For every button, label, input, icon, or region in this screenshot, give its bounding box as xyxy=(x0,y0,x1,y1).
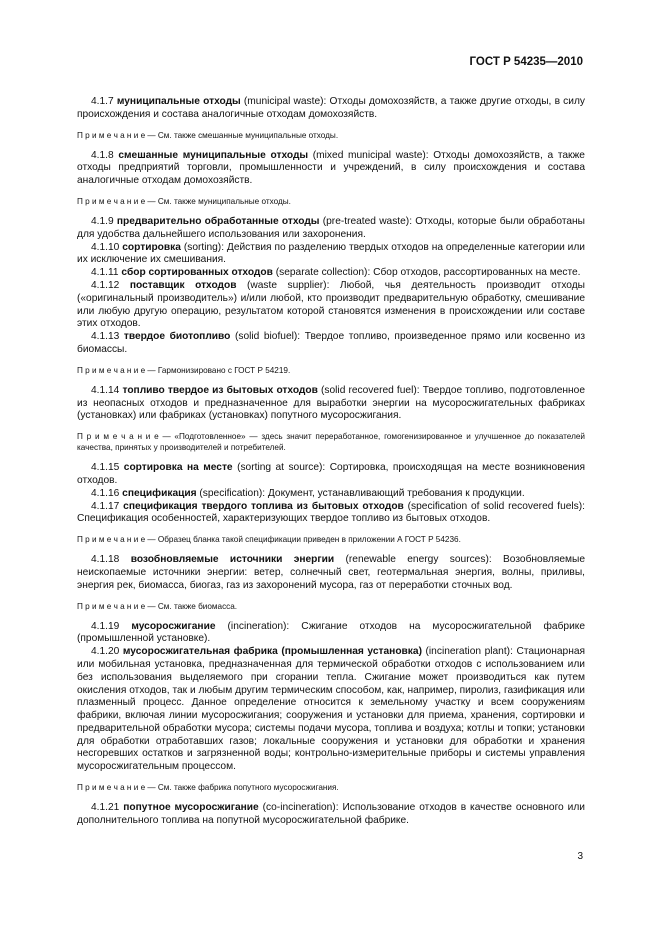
entry-term: сортировка xyxy=(122,241,181,253)
definition-entry xyxy=(77,150,585,188)
entry-term: предварительно обработанные отходы xyxy=(116,215,320,227)
note-text: — Гармонизировано с ГОСТ Р 54219. xyxy=(145,365,291,375)
entry-number: 4.1.13 xyxy=(91,331,124,343)
definition-entry xyxy=(77,621,585,647)
entry-term: топливо твердое из бытовых отходов xyxy=(122,384,318,396)
entry-term: смешанные муниципальные отходы xyxy=(118,149,309,161)
entry-term: спецификация твердого топлива из бытовых отходов xyxy=(123,500,404,512)
entry-number: 4.1.18 xyxy=(91,554,131,566)
entry-definition: (renewable energy sources): Возобновляемые неископаемые источники энергии: ветер, солнечный свет, геотермальная энергия, волны, приливы, энергия рек, биомасса, биогаз, газ из захоронений мусора, газ от переработки сточных вод. xyxy=(77,554,586,591)
entry-definition: (incineration): Сжигание отходов на мусоросжигательной фабрике (промышленной установке). xyxy=(77,620,586,645)
definition-entry xyxy=(77,242,585,268)
note-label: П р и м е ч а н и е xyxy=(77,535,146,545)
entry-term: твердое биотопливо xyxy=(123,331,231,343)
entry-number: 4.1.10 xyxy=(91,241,123,253)
entry-definition: (solid biofuel): Твердое топливо, произведенное прямо или косвенно из биомассы. xyxy=(77,331,585,355)
note-text: — См. также биомасса. xyxy=(145,601,238,611)
note-text: — См. также смешанные муниципальные отходы. xyxy=(145,130,339,140)
note-text: — «Подготовленное» — здесь значит переработанное, гомогенизированное и улучшенное до показателей качества, принятых у производителей и потребителей. xyxy=(77,432,585,453)
definition-entry xyxy=(77,462,585,488)
definition-entry xyxy=(77,96,585,122)
note-label: П р и м е ч а н и е xyxy=(77,196,146,206)
note-text: — См. также муниципальные отходы. xyxy=(145,196,291,206)
entry-definition: (mixed municipal waste): Отходы домохозяйств, а также отходы предприятий торговли, промышленности и учреждений, в силу происхождения и состава аналогичные отходам домохозяйств. xyxy=(77,149,585,187)
entry-note xyxy=(77,196,585,207)
entry-definition: (solid recovered fuel): Твердое топливо, подготовленное из неопасных отходов и предназначенное для выработки энергии на мусоросжигательных фабриках (установках) или фабриках (установках) попутного мусоросжигания. xyxy=(77,384,586,422)
entry-note xyxy=(77,782,585,793)
note-label: П р и м е ч а н и е xyxy=(77,601,146,611)
entry-term: спецификация xyxy=(122,487,197,499)
entry-term: возобновляемые источники энергии xyxy=(130,554,335,566)
entry-number: 4.1.11 xyxy=(91,267,122,279)
entry-definition: (sorting): Действия по разделению твердых отходов на определенные категории или их исключение их смешивания. xyxy=(77,241,585,266)
entry-term: мусоросжигательная фабрика (промышленная установка) xyxy=(122,646,422,658)
entry-number: 4.1.19 xyxy=(91,620,132,632)
note-label: П р и м е ч а н и е xyxy=(77,365,146,375)
note-label: П р и м е ч а н и е xyxy=(77,783,146,793)
note-label: П р и м е ч а н и е xyxy=(77,432,159,442)
note-label: П р и м е ч а н и е xyxy=(77,130,146,140)
entry-term: мусоросжигание xyxy=(131,620,216,632)
entry-number: 4.1.21 xyxy=(91,802,124,814)
entry-number: 4.1.20 xyxy=(91,646,123,658)
definition-entry xyxy=(77,267,585,280)
entry-number: 4.1.8 xyxy=(91,149,119,161)
definition-entry xyxy=(77,802,585,828)
definition-entry xyxy=(77,331,585,357)
entry-definition: (specification): Документ, устанавливающий требования к продукции. xyxy=(196,487,525,499)
note-text: — См. также фабрика попутного мусоросжигания. xyxy=(145,783,339,793)
entry-term: поставщик отходов xyxy=(129,279,237,291)
entry-definition: (incineration plant): Стационарная или мобильная установка, предназначенная для термической обработки отходов с использованием или без использования выделяемого при сгорании тепла. Сжигание может производиться как путем окисления отходов, так и любым другим термическим способом, как, например, пиролиз, газификация или плазменный процесс. Данное определение относится к земельному участку и всем сооружениям фабрики, включая линии мусоросжигания; сооружения и установки для приема, хранения, сортировки и предварительной обработки мусора; системы подачи мусора, топлива и воздуха; котлы и топки; установки для обработки отработавших газов; локальные сооружения и установки для обработки и хранения несгоревших остатков и загрязненной воды; контрольно-измерительные приборы и системы управления мусоросжигательным процессом. xyxy=(77,646,585,773)
entry-term: муниципальные отходы xyxy=(116,96,241,107)
entry-definition: (pre-treated waste): Отходы, которые были обработаны для удобства дальнейшего использования или захоронения. xyxy=(77,215,585,240)
entry-note xyxy=(77,601,585,612)
entry-number: 4.1.16 xyxy=(91,487,123,499)
entry-definition: (separate collection): Сбор отходов, рассортированных на месте. xyxy=(272,267,581,279)
definition-entry xyxy=(77,385,585,423)
entry-definition: (waste supplier): Любой, чья деятельность производит отходы («оригинальный производитель») и/или любой, кто производит предварительную обработку, смешивание или любую другую операцию, результатом которой становятся изменения в происхождении или составе этих отходов. xyxy=(77,279,586,330)
entry-number: 4.1.14 xyxy=(91,384,123,396)
entry-number: 4.1.9 xyxy=(91,215,117,227)
entry-number: 4.1.15 xyxy=(91,462,124,474)
definition-entry xyxy=(77,646,585,774)
entry-definition: (specification of solid recovered fuels): Спецификация особенностей, характеризующих твердое топливо из бытовых отходов. xyxy=(77,500,585,525)
entry-definition: (municipal waste): Отходы домохозяйств, а также другие отходы, в силу происхождения и состава аналогичные отходам домохозяйств. xyxy=(77,96,585,120)
definition-entry xyxy=(77,216,585,242)
entry-definition: (sorting at source): Сортировка, происходящая на месте возникновения отходов. xyxy=(77,462,585,486)
entry-note xyxy=(77,130,585,141)
entry-note xyxy=(77,365,585,376)
entry-number: 4.1.7 xyxy=(91,96,117,107)
entry-note xyxy=(77,431,585,453)
definition-entry xyxy=(77,280,585,331)
entry-number: 4.1.17 xyxy=(91,500,124,512)
page-number: 3 xyxy=(577,851,583,862)
entry-term: сбор сортированных отходов xyxy=(121,267,273,279)
entry-number: 4.1.12 xyxy=(91,279,130,291)
entry-term: сортировка на месте xyxy=(123,462,233,474)
document-header: ГОСТ Р 54235—2010 xyxy=(469,56,583,68)
entry-note xyxy=(77,534,585,545)
document-body xyxy=(77,96,585,828)
definition-entry xyxy=(77,501,585,527)
entry-definition: (co-incineration): Использование отходов в качестве основного или дополнительного топлива на попутной мусоросжигательной фабрике. xyxy=(77,802,585,826)
entry-term: попутное мусоросжигание xyxy=(123,802,259,814)
definition-entry xyxy=(77,488,585,501)
definition-entry xyxy=(77,554,585,592)
note-text: — Образец бланка такой спецификации приведен в приложении А ГОСТ Р 54236. xyxy=(145,535,461,545)
